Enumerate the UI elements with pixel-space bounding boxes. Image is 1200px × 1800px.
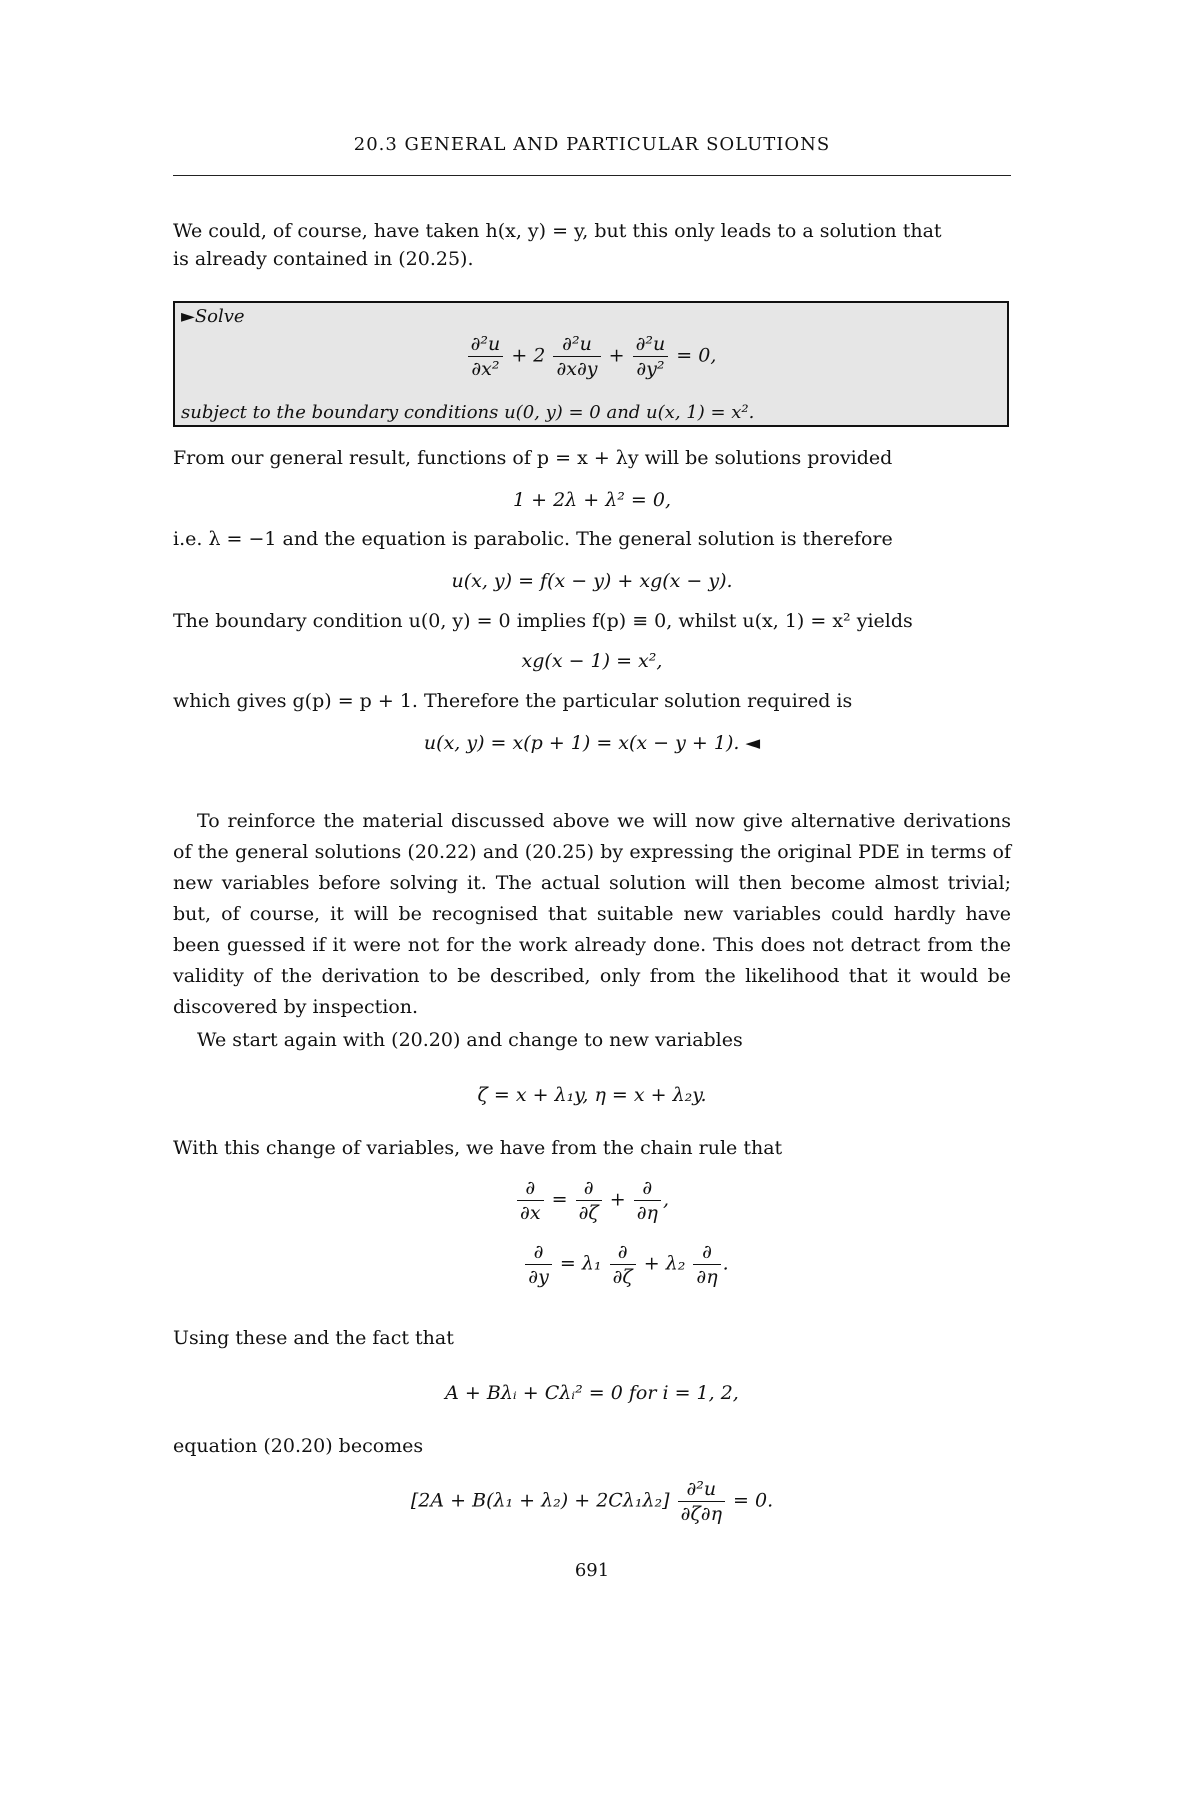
equation-transformed: [2A + B(λ₁ + λ₂) + 2Cλ₁λ₂] $\frac{\text{∂²u}}{\partial\zeta\partial\eta}$ = 0. [410, 1478, 774, 1525]
chain-rule-row-2: $\frac{\partial}{\partial y}$ = λ₁ $\frac{\partial}{\partial\zeta}$ + λ₂ $\frac{\partial}{\partial\eta}$ . [207, 1241, 1045, 1288]
header-rule [173, 175, 1011, 176]
solution-line-2: i.e. λ = −1 and the equation is parabolic. The general solution is therefore [173, 528, 893, 550]
worked-example-box [173, 301, 1009, 427]
running-header: 20.3 GENERAL AND PARTICULAR SOLUTIONS [353, 134, 831, 155]
equation-lambda-roots: A + Bλᵢ + Cλᵢ² = 0 for i = 1, 2, [445, 1382, 739, 1404]
fraction: $\frac{\text{∂²u}}{\text{∂x²}}$ [468, 333, 504, 380]
example-heading: ►Solve [181, 306, 245, 327]
intro-line-2: is already contained in (20.25). [173, 248, 474, 270]
paragraph-using-these: Using these and the fact that [173, 1327, 454, 1349]
equation-boundary: xg(x − 1) = x², [521, 650, 663, 672]
example-conditions: subject to the boundary conditions u(0, y) = 0 and u(x, 1) = x². [181, 402, 755, 423]
chain-rule-row-1: $\frac{\partial}{\partial x}$ = $\frac{\partial}{\partial\zeta}$ + $\frac{\partial}{\partial\eta}$ , [173, 1177, 1011, 1224]
intro-line-1: We could, of course, have taken h(x, y) = y, but this only leads to a solution that [173, 220, 942, 242]
solution-line-1: From our general result, functions of p = x + λy will be solutions provided [173, 447, 893, 469]
paragraph-equation-becomes: equation (20.20) becomes [173, 1435, 424, 1457]
paragraph-start-again: We start again with (20.20) and change to new variables [197, 1029, 743, 1051]
paragraph-chain-rule: With this change of variables, we have from the chain rule that [173, 1137, 783, 1159]
solution-line-3: The boundary condition u(0, y) = 0 implies f(p) ≡ 0, whilst u(x, 1) = x² yields [173, 610, 913, 632]
equation-characteristic: 1 + 2λ + λ² = 0, [512, 489, 671, 511]
fraction: $\frac{\text{∂²u}}{\partial x\partial y}$ [553, 333, 600, 380]
page-number: 691 [574, 1560, 610, 1581]
paragraph-reinforce: To reinforce the material discussed above we will now give alternative derivations of the general solutions (20.22) and (20.25) by expressing the original PDE in terms of new variables before solving it. The actual solution will then become almost trivial; but, of course, it will be recognised that suitable new variables could hardly have been guessed if it were not for the work already done. This does not detract from the validity of the derivation to be described, only from the likelihood that it would be discovered by inspection. [173, 810, 1011, 1018]
solution-line-4: which gives g(p) = p + 1. Therefore the particular solution required is [173, 690, 853, 712]
equation-particular-solution: u(x, y) = x(p + 1) = x(x − y + 1). ◄ [423, 732, 761, 754]
equation-general-solution: u(x, y) = f(x − y) + xg(x − y). [451, 570, 733, 592]
fraction: $\frac{\text{∂²u}}{\text{∂y²}}$ [633, 333, 669, 380]
equation-new-variables: ζ = x + λ₁y, η = x + λ₂y. [477, 1084, 707, 1106]
example-pde: $\frac{\text{∂²u}}{\text{∂x²}}$ + 2 $\frac{\text{∂²u}}{\partial x\partial y}$ + $\frac{\text{∂²u}}{\text{∂y²}}$ = 0, [175, 333, 1007, 380]
